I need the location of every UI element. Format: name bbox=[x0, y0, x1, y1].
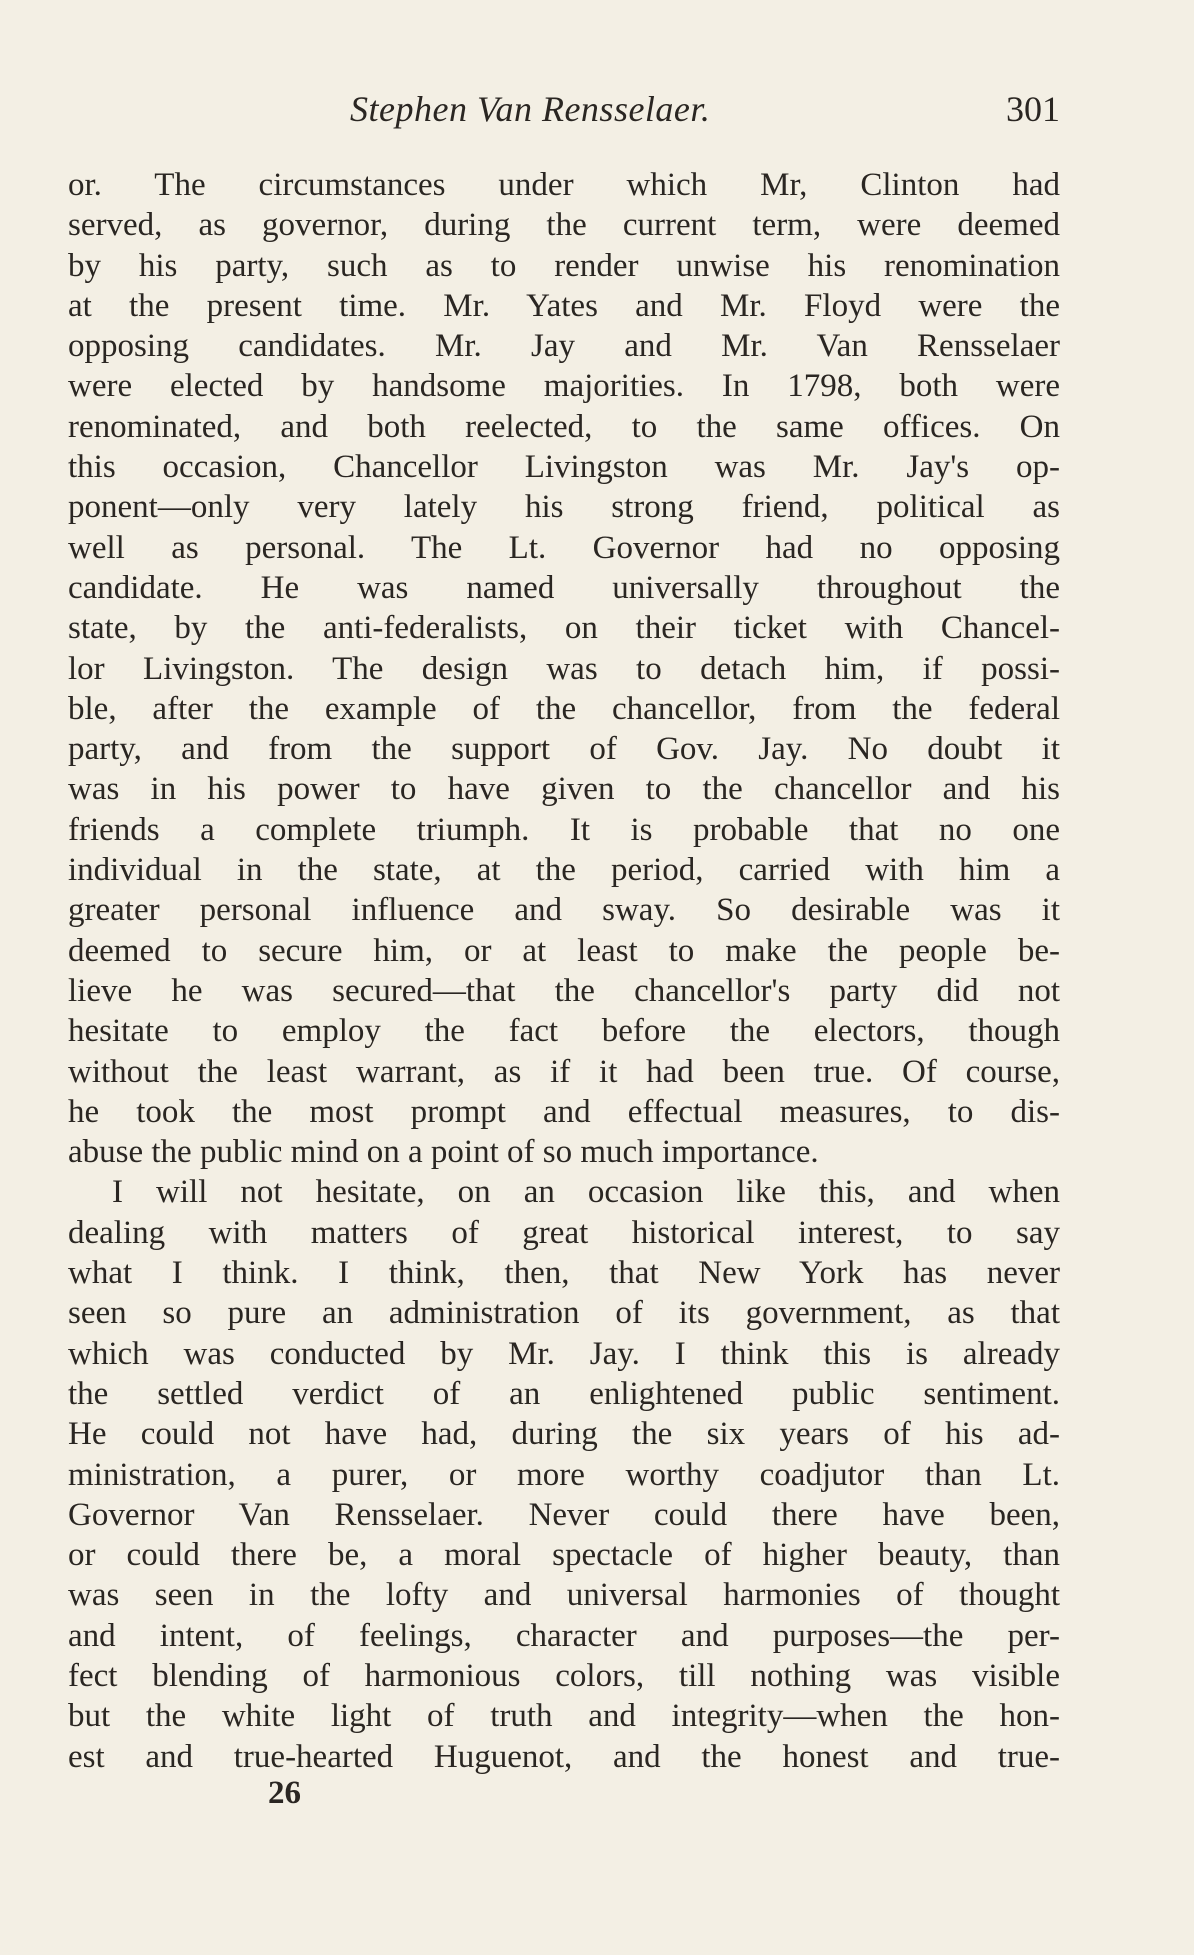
text-line: the settled verdict of an enlightened public sentiment. bbox=[68, 1375, 1060, 1412]
text-line: he took the most prompt and effectual measures, to dis- bbox=[68, 1093, 1060, 1130]
text-line: Governor Van Rensselaer. Never could there have been, bbox=[68, 1496, 1060, 1533]
body-text bbox=[68, 165, 1060, 1777]
text-line: hesitate to employ the fact before the electors, though bbox=[68, 1013, 1060, 1050]
text-line: friends a complete triumph. It is probable that no one bbox=[68, 811, 1060, 848]
text-line: what I think. I think, then, that New York has never bbox=[68, 1255, 1060, 1292]
text-line: but the white light of truth and integrity—when the hon- bbox=[68, 1698, 1060, 1735]
text-line: He could not have had, during the six years of his ad- bbox=[68, 1416, 1060, 1453]
text-line: greater personal influence and sway. So desirable was it bbox=[68, 892, 1060, 929]
text-line: served, as governor, during the current term, were deemed bbox=[68, 207, 1060, 244]
page-number: 301 bbox=[1006, 89, 1060, 129]
text-line: individual in the state, at the period, carried with him a bbox=[68, 852, 1060, 889]
text-line: ble, after the example of the chancellor, from the federal bbox=[68, 690, 1060, 727]
text-line: ministration, a purer, or more worthy coadjutor than Lt. bbox=[68, 1456, 1060, 1493]
text-line: which was conducted by Mr. Jay. I think this is already bbox=[68, 1335, 1060, 1372]
text-line: ponent—only very lately his strong friend, political as bbox=[68, 489, 1060, 526]
text-line: by his party, such as to render unwise his renomination bbox=[68, 247, 1060, 284]
signature-mark: 26 bbox=[268, 1775, 301, 1811]
running-title: Stephen Van Rensselaer. bbox=[350, 89, 711, 129]
text-line: fect blending of harmonious colors, till nothing was visible bbox=[68, 1657, 1060, 1694]
text-line: deemed to secure him, or at least to make the people be- bbox=[68, 932, 1060, 969]
text-line: renominated, and both reelected, to the same offices. On bbox=[68, 408, 1060, 445]
text-line: without the least warrant, as if it had been true. Of course, bbox=[68, 1053, 1060, 1090]
text-line: party, and from the support of Gov. Jay. No doubt it bbox=[68, 731, 1060, 768]
paragraph-start-line: I will not hesitate, on an occasion like this, and when bbox=[112, 1174, 1060, 1211]
text-line: lieve he was secured—that the chancellor's party did not bbox=[68, 972, 1060, 1009]
text-line: est and true-hearted Huguenot, and the honest and true- bbox=[68, 1738, 1060, 1775]
text-line: at the present time. Mr. Yates and Mr. Floyd were the bbox=[68, 287, 1060, 324]
text-line: well as personal. The Lt. Governor had no opposing bbox=[68, 529, 1060, 566]
text-line: abuse the public mind on a point of so much importance. bbox=[68, 1134, 819, 1171]
text-line: opposing candidates. Mr. Jay and Mr. Van Rensselaer bbox=[68, 328, 1060, 365]
text-line: state, by the anti-federalists, on their ticket with Chancel- bbox=[68, 610, 1060, 647]
text-line: was in his power to have given to the chancellor and his bbox=[68, 771, 1060, 808]
text-line: seen so pure an administration of its government, as that bbox=[68, 1295, 1060, 1332]
text-line: was seen in the lofty and universal harmonies of thought bbox=[68, 1577, 1060, 1614]
text-line: were elected by handsome majorities. In 1798, both were bbox=[68, 368, 1060, 405]
text-line: this occasion, Chancellor Livingston was Mr. Jay's op- bbox=[68, 449, 1060, 486]
text-line: or. The circumstances under which Mr, Clinton had bbox=[68, 167, 1060, 203]
text-line: lor Livingston. The design was to detach him, if possi- bbox=[68, 650, 1060, 687]
text-line: candidate. He was named universally throughout the bbox=[68, 569, 1060, 606]
text-line: or could there be, a moral spectacle of higher beauty, than bbox=[68, 1537, 1060, 1574]
text-line: and intent, of feelings, character and purposes—the per- bbox=[68, 1617, 1060, 1654]
page-header bbox=[350, 88, 1060, 144]
text-line: dealing with matters of great historical interest, to say bbox=[68, 1214, 1060, 1251]
